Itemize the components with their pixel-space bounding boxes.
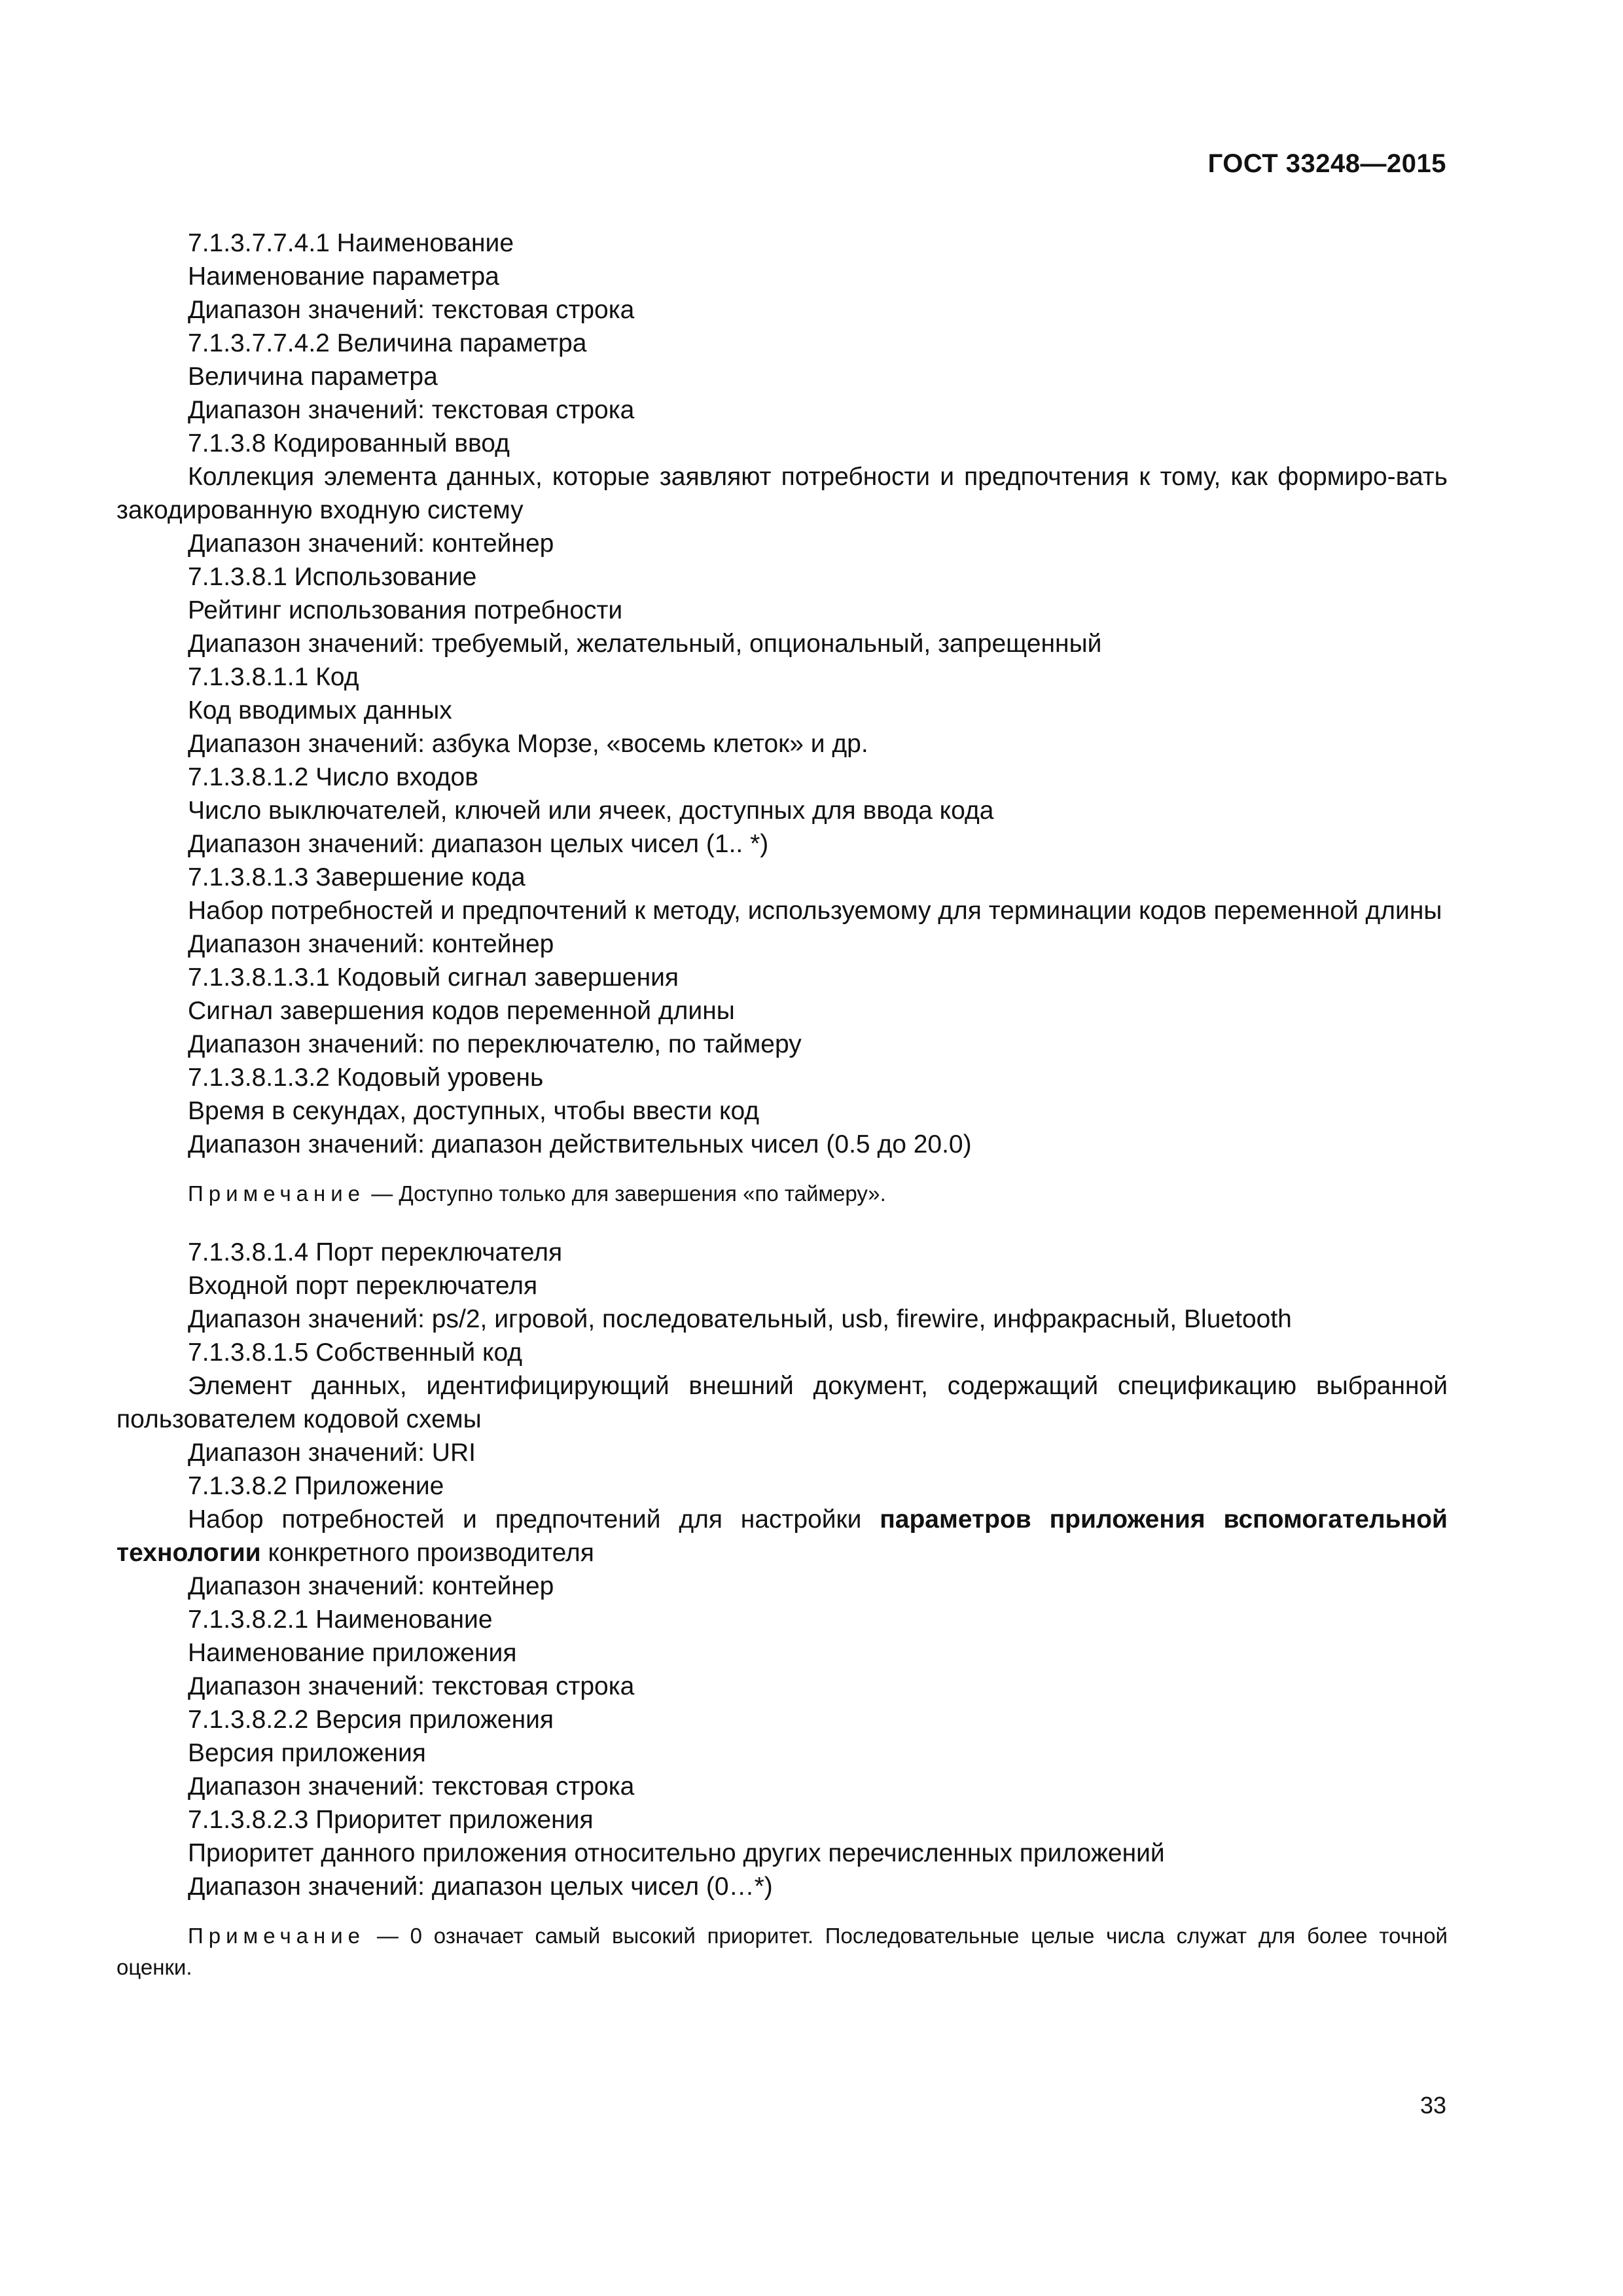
note-text: — 0 означает самый высокий приоритет. Последовательные целые числа служат для более точной оценки. [116, 1924, 1448, 1979]
paragraph [116, 1503, 1448, 1570]
paragraph-text: Коллекция элемента данных, которые заявляют потребности и предпочтения к тому, как формиро-вать закодированную входную систему [116, 463, 1448, 524]
paragraph [116, 393, 1448, 427]
paragraph [116, 827, 1448, 861]
paragraph [116, 1469, 1448, 1503]
paragraph-text: Диапазон значений: URI [188, 1439, 476, 1467]
document-body [116, 226, 1448, 2009]
paragraph-text: Версия приложения [188, 1739, 426, 1767]
paragraph-text: 7.1.3.8.1.3.2 Кодовый уровень [188, 1064, 544, 1092]
paragraph [116, 560, 1448, 594]
paragraph-text: Диапазон значений: по переключателю, по таймеру [188, 1030, 802, 1058]
paragraph-bold-term: параметров приложения вспомогательной технологии [116, 1505, 1448, 1567]
paragraph-text: Наименование параметра [188, 262, 499, 291]
paragraph [116, 1736, 1448, 1770]
paragraph-text: Время в секундах, доступных, чтобы ввести код [188, 1097, 760, 1125]
paragraph [116, 226, 1448, 260]
paragraph-text: 7.1.3.8.1.2 Число входов [188, 763, 478, 791]
paragraph [116, 1128, 1448, 1161]
paragraph [116, 961, 1448, 994]
paragraph [116, 527, 1448, 560]
paragraph [116, 1837, 1448, 1870]
paragraph [116, 660, 1448, 694]
paragraph [116, 1636, 1448, 1670]
paragraph-text: Диапазон значений: текстовая строка [188, 296, 635, 324]
paragraph [116, 1603, 1448, 1636]
note [116, 1178, 1448, 1210]
paragraph-text-tail: конкретного производителя [260, 1539, 594, 1567]
paragraph-text: Диапазон значений: текстовая строка [188, 1672, 635, 1700]
paragraph [116, 1703, 1448, 1736]
paragraph [116, 1570, 1448, 1603]
paragraph [116, 594, 1448, 627]
paragraph [116, 861, 1448, 894]
note-label: Примечание [188, 1181, 366, 1206]
paragraph [116, 627, 1448, 660]
page-number: 33 [1419, 2092, 1446, 2119]
paragraph-text: 7.1.3.8.1.4 Порт переключателя [188, 1238, 563, 1266]
paragraph-text: Диапазон значений: контейнер [188, 529, 554, 558]
paragraph [116, 1269, 1448, 1302]
paragraph-text: Диапазон значений: требуемый, желательный, опциональный, запрещенный [188, 630, 1102, 658]
paragraph-text: Элемент данных, идентифицирующий внешний документ, содержащий спецификацию выбранной пользователем кодовой схемы [116, 1372, 1448, 1433]
paragraph-text: 7.1.3.8.1.3 Завершение кода [188, 863, 526, 891]
paragraph [116, 260, 1448, 293]
paragraph [116, 427, 1448, 460]
paragraph-text: Набор потребностей и предпочтений к методу, используемому для терминации кодов переменной длины [188, 897, 1442, 925]
paragraph-text: Величина параметра [188, 363, 438, 391]
paragraph-text: Диапазон значений: контейнер [188, 1572, 554, 1600]
paragraph-text: 7.1.3.8.2.2 Версия приложения [188, 1706, 554, 1734]
paragraph-text: Диапазон значений: диапазон действительных чисел (0.5 до 20.0) [188, 1130, 972, 1158]
paragraph-text: Диапазон значений: диапазон целых чисел (1.. *) [188, 830, 769, 858]
paragraph [116, 761, 1448, 794]
paragraph-text: Входной порт переключателя [188, 1272, 538, 1300]
paragraph [116, 1369, 1448, 1436]
paragraph-text: Диапазон значений: текстовая строка [188, 1772, 635, 1801]
note-text: — Доступно только для завершения «по таймеру». [371, 1181, 886, 1206]
paragraph [116, 727, 1448, 761]
paragraph [116, 360, 1448, 393]
paragraph [116, 1061, 1448, 1094]
paragraph-text: Рейтинг использования потребности [188, 596, 623, 624]
document-header: ГОСТ 33248—2015 [1207, 149, 1446, 178]
paragraph-text: Диапазон значений: диапазон целых чисел (0…*) [188, 1873, 773, 1901]
paragraph [116, 1670, 1448, 1703]
paragraph [116, 293, 1448, 327]
paragraph-text: 7.1.3.8.2.3 Приоритет приложения [188, 1806, 594, 1834]
paragraph-text: 7.1.3.8.1.1 Код [188, 663, 359, 691]
paragraph-text: 7.1.3.7.7.4.2 Величина параметра [188, 329, 587, 357]
paragraph [116, 794, 1448, 827]
paragraph-text: Сигнал завершения кодов переменной длины [188, 997, 735, 1025]
paragraph [116, 694, 1448, 727]
paragraph [116, 327, 1448, 360]
paragraph [116, 1028, 1448, 1061]
paragraph-text: 7.1.3.8 Кодированный ввод [188, 429, 510, 457]
paragraph [116, 1094, 1448, 1128]
paragraph-text: Наименование приложения [188, 1639, 517, 1667]
paragraph-text: 7.1.3.8.2.1 Наименование [188, 1605, 493, 1634]
paragraph-text: Диапазон значений: ps/2, игровой, последовательный, usb, firewire, инфракрасный, Bluetooth [188, 1305, 1292, 1333]
paragraph [116, 1870, 1448, 1903]
paragraph-text: 7.1.3.7.7.4.1 Наименование [188, 229, 514, 257]
paragraph-text: Набор потребностей и предпочтений для настройки [188, 1505, 880, 1534]
paragraph-text: Код вводимых данных [188, 696, 452, 725]
paragraph-text: 7.1.3.8.2 Приложение [188, 1472, 444, 1500]
paragraph [116, 1336, 1448, 1369]
paragraph-text: 7.1.3.8.1 Использование [188, 563, 477, 591]
paragraph-text: Диапазон значений: текстовая строка [188, 396, 635, 424]
paragraph [116, 927, 1448, 961]
paragraph-text: Число выключателей, ключей или ячеек, доступных для ввода кода [188, 797, 994, 825]
paragraph-text: 7.1.3.8.1.5 Собственный код [188, 1338, 523, 1367]
paragraph-text: Диапазон значений: азбука Морзе, «восемь клеток» и др. [188, 730, 868, 758]
paragraph [116, 1770, 1448, 1803]
paragraph [116, 894, 1448, 927]
note [116, 1920, 1448, 1983]
paragraph-text: Диапазон значений: контейнер [188, 930, 554, 958]
paragraph [116, 1436, 1448, 1469]
paragraph [116, 1302, 1448, 1336]
paragraph-text: 7.1.3.8.1.3.1 Кодовый сигнал завершения [188, 963, 679, 992]
paragraph [116, 994, 1448, 1028]
paragraph [116, 1803, 1448, 1837]
paragraph [116, 1236, 1448, 1269]
paragraph-text: Приоритет данного приложения относительно других перечисленных приложений [188, 1839, 1165, 1867]
note-label: Примечание [188, 1924, 366, 1948]
paragraph [116, 460, 1448, 527]
